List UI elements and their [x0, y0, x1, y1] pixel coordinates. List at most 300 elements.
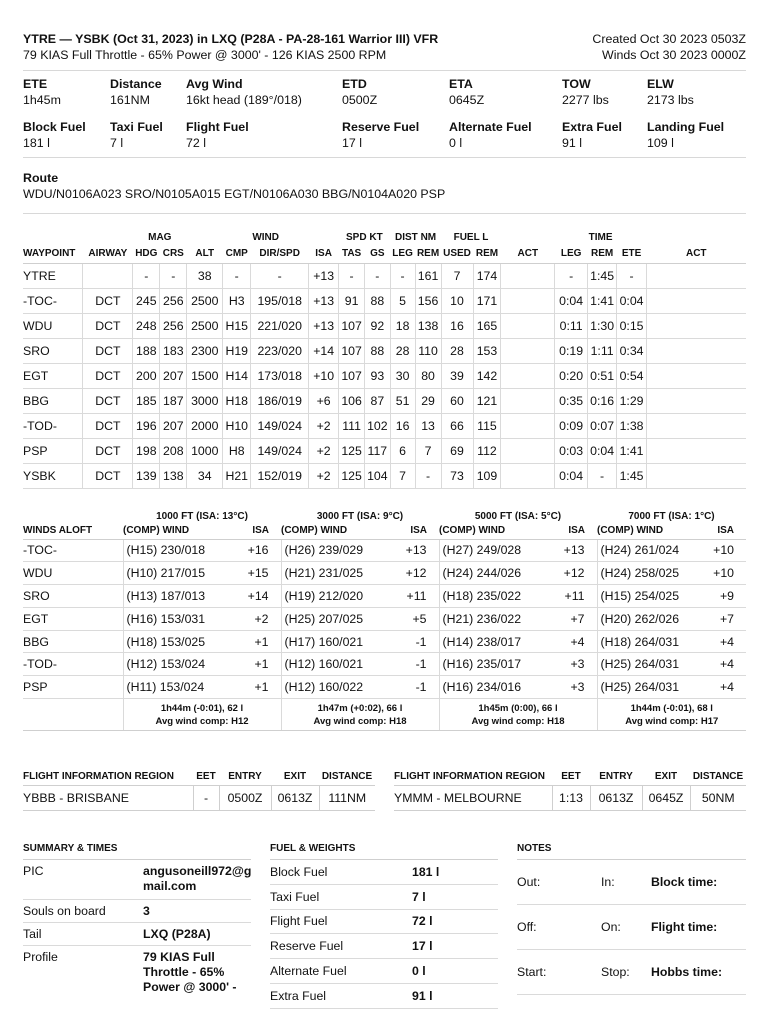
comp-wind-value: (H10) 217/015: [123, 562, 233, 585]
winds-waypoint: -TOC-: [23, 539, 123, 562]
col-cmp: CMP: [223, 244, 251, 263]
cell-airway: DCT: [83, 463, 133, 488]
wind-alt-1000: 1000 FT (ISA: 13°C): [156, 510, 248, 522]
winds-total-time-fuel: 1h45m (0:00), 66 l: [478, 702, 558, 714]
cell-airway: DCT: [83, 388, 133, 413]
cell-leg-time: 0:20: [555, 363, 588, 388]
cell-act-time: [647, 438, 746, 463]
cell-act-time: [647, 463, 746, 488]
cell-cmp: H18: [223, 388, 251, 413]
navlog-row: [23, 313, 746, 338]
cell-rem-dist: 13: [415, 413, 441, 438]
section-title: SUMMARY & TIMES: [23, 843, 251, 860]
cell-leg-time: 0:04: [555, 463, 588, 488]
notes-field-c: Flight time:: [651, 920, 718, 934]
group-wind: WIND: [252, 232, 280, 243]
fir-table-right: [394, 769, 746, 811]
cell-alt: 2300: [187, 338, 223, 363]
comp-wind-value: (H12) 160/021: [281, 653, 391, 676]
cell-leg-dist: -: [390, 263, 415, 288]
cell-isa: +10: [309, 363, 339, 388]
entry-header: ENTRY: [599, 771, 633, 783]
cell-dir-spd: 221/020: [251, 313, 309, 338]
comp-wind-value: (H18) 264/031: [597, 630, 707, 653]
winds-waypoint: WDU: [23, 562, 123, 585]
isa-value: +9: [707, 585, 746, 608]
cell-leg-time: 0:04: [555, 288, 588, 313]
summary-etd: ETD 0500Z: [342, 77, 378, 107]
section-title: NOTES: [517, 843, 746, 860]
cell-act-time: [647, 388, 746, 413]
eet-header: EET: [561, 771, 581, 783]
navlog-table: [23, 231, 746, 489]
notes-field-a: Start:: [517, 965, 547, 979]
summary-key: Profile: [23, 950, 58, 964]
cell-leg-dist: 7: [390, 463, 415, 488]
navlog-row: [23, 413, 746, 438]
isa-value: +16: [233, 539, 281, 562]
winds-row: [23, 585, 746, 608]
cell-rem-fuel: 112: [473, 438, 501, 463]
winds-waypoint: EGT: [23, 607, 123, 630]
cell-used-fuel: 28: [441, 338, 473, 363]
cell-rem-dist: 138: [415, 313, 441, 338]
summary-landing-fuel: Landing Fuel 109 l: [647, 120, 725, 150]
cell-dir-spd: 186/019: [251, 388, 309, 413]
cell-alt: 3000: [187, 388, 223, 413]
cell-airway: DCT: [83, 288, 133, 313]
cell-used-fuel: 10: [441, 288, 473, 313]
cell-crs: -: [160, 263, 187, 288]
fuel-key: Reserve Fuel: [270, 939, 344, 954]
cell-rem-dist: 7: [415, 438, 441, 463]
isa-value: +10: [707, 562, 746, 585]
cell-waypoint: BBG: [23, 388, 83, 413]
col-ete: ETE: [617, 244, 647, 263]
cell-alt: 2500: [187, 288, 223, 313]
winds-total: [439, 699, 597, 731]
notes-field-b: Stop:: [601, 965, 630, 979]
cell-leg-time: -: [555, 263, 588, 288]
notes-row: [517, 905, 746, 950]
notes-row: [517, 860, 746, 905]
fuel-key: Extra Fuel: [270, 988, 327, 1003]
cell-crs: 187: [160, 388, 187, 413]
isa-header: ISA: [391, 522, 439, 539]
isa-value: +4: [707, 653, 746, 676]
summary-row-tail: [23, 923, 251, 946]
cell-gs: 87: [365, 388, 391, 413]
summary-block-fuel: Block Fuel 181 l: [23, 120, 86, 150]
cell-cmp: H8: [223, 438, 251, 463]
summary-tow: TOW 2277 lbs: [562, 77, 609, 107]
comp-wind-value: (H15) 230/018: [123, 539, 233, 562]
fir-exit: 0645Z: [642, 785, 690, 810]
isa-value: +10: [707, 539, 746, 562]
isa-value: +11: [391, 585, 439, 608]
cell-airway: [83, 263, 133, 288]
col-rem-time: REM: [588, 244, 617, 263]
summary-times-section: [23, 843, 251, 1006]
plan-title: YTRE — YSBK (Oct 31, 2023) in LXQ (P28A - PA-28-161 Warrior III) VFR: [23, 32, 439, 46]
cell-dir-spd: 149/024: [251, 438, 309, 463]
winds-total: [281, 699, 439, 731]
cell-tas: 125: [339, 438, 365, 463]
isa-value: +12: [549, 562, 597, 585]
winds-total-time-fuel: 1h44m (-0:01), 68 l: [630, 702, 713, 714]
cell-ete: 0:34: [617, 338, 647, 363]
winds-total-avg-comp: Avg wind comp: H18: [471, 715, 565, 727]
cell-gs: 93: [365, 363, 391, 388]
winds-row: [23, 562, 746, 585]
notes-field-c: Block time:: [651, 875, 718, 889]
cell-tas: 125: [339, 463, 365, 488]
cell-rem-time: 0:04: [588, 438, 617, 463]
cell-act-time: [647, 338, 746, 363]
isa-value: -1: [391, 676, 439, 699]
col-crs: CRS: [160, 244, 187, 263]
isa-value: +3: [549, 676, 597, 699]
divider: [23, 213, 746, 214]
col-hdg: HDG: [133, 244, 160, 263]
cell-used-fuel: 16: [441, 313, 473, 338]
cell-leg-dist: 28: [390, 338, 415, 363]
comp-wind-value: (H11) 153/024: [123, 676, 233, 699]
cell-tas: 107: [339, 313, 365, 338]
navlog-row: [23, 338, 746, 363]
cell-crs: 183: [160, 338, 187, 363]
distance-header: DISTANCE: [692, 771, 744, 783]
cell-crs: 207: [160, 363, 187, 388]
cell-alt: 1500: [187, 363, 223, 388]
fuel-value: 7 l: [412, 889, 426, 904]
cell-hdg: 196: [133, 413, 160, 438]
fir-header: FLIGHT INFORMATION REGION: [23, 771, 174, 783]
isa-value: +3: [549, 653, 597, 676]
isa-value: +15: [233, 562, 281, 585]
fir-distance: 50NM: [690, 785, 746, 810]
summary-key: PIC: [23, 864, 44, 878]
cell-airway: DCT: [83, 438, 133, 463]
divider: [23, 157, 746, 158]
cell-act-fuel: [501, 463, 555, 488]
cell-rem-time: 1:11: [588, 338, 617, 363]
cell-gs: 104: [365, 463, 391, 488]
winds-waypoint: -TOD-: [23, 653, 123, 676]
cell-leg-dist: 18: [390, 313, 415, 338]
fuel-value: 72 l: [412, 914, 433, 929]
cell-used-fuel: 60: [441, 388, 473, 413]
navlog-column-headers: [23, 244, 746, 263]
cell-waypoint: SRO: [23, 338, 83, 363]
summary-avg-wind: Avg Wind 16kt head (189°/018): [186, 77, 302, 107]
cell-gs: 102: [365, 413, 391, 438]
summary-row-pic: [23, 860, 251, 900]
cell-hdg: 139: [133, 463, 160, 488]
cell-rem-time: -: [588, 463, 617, 488]
notes-field-a: Out:: [517, 875, 541, 889]
col-used-fuel: USED: [441, 244, 473, 263]
cell-rem-fuel: 109: [473, 463, 501, 488]
winds-waypoint: PSP: [23, 676, 123, 699]
fuel-key: Flight Fuel: [270, 914, 328, 929]
cell-tas: 107: [339, 363, 365, 388]
cell-rem-fuel: 165: [473, 313, 501, 338]
summary-key: Souls on board: [23, 904, 106, 918]
isa-value: +5: [391, 607, 439, 630]
cell-ete: 0:54: [617, 363, 647, 388]
winds-total: [597, 699, 746, 731]
entry-header: ENTRY: [228, 771, 262, 783]
comp-wind-value: (H27) 249/028: [439, 539, 549, 562]
comp-wind-value: (H25) 207/025: [281, 607, 391, 630]
isa-value: +7: [549, 607, 597, 630]
cell-isa: +13: [309, 313, 339, 338]
cell-rem-time: 0:07: [588, 413, 617, 438]
cell-waypoint: -TOC-: [23, 288, 83, 313]
cell-dir-spd: 173/018: [251, 363, 309, 388]
cell-airway: DCT: [83, 338, 133, 363]
fuel-key: Alternate Fuel: [270, 964, 347, 979]
cell-gs: -: [365, 263, 391, 288]
cell-leg-dist: 16: [390, 413, 415, 438]
comp-wind-value: (H14) 238/017: [439, 630, 549, 653]
route-value: WDU/N0106A023 SRO/N0105A015 EGT/N0106A030 BBG/N0104A020 PSP: [23, 187, 446, 201]
group-mag: MAG: [148, 232, 172, 243]
cell-rem-time: 0:51: [588, 363, 617, 388]
cell-alt: 1000: [187, 438, 223, 463]
summary-value: 3: [143, 904, 150, 918]
fuel-value: 17 l: [412, 939, 433, 954]
cell-act-fuel: [501, 363, 555, 388]
fuel-value: 181 l: [412, 864, 440, 879]
cell-alt: 2000: [187, 413, 223, 438]
cell-used-fuel: 66: [441, 413, 473, 438]
cell-dir-spd: 223/020: [251, 338, 309, 363]
cell-act-fuel: [501, 388, 555, 413]
summary-row-souls: [23, 900, 251, 923]
summary-flight-fuel: Flight Fuel 72 l: [186, 120, 249, 150]
col-act-time: ACT: [647, 244, 746, 263]
fir-table-left: [23, 769, 375, 811]
cell-leg-dist: 30: [390, 363, 415, 388]
navlog-row: [23, 288, 746, 313]
cell-used-fuel: 39: [441, 363, 473, 388]
cell-dir-spd: -: [251, 263, 309, 288]
cell-waypoint: PSP: [23, 438, 83, 463]
cell-ete: 0:15: [617, 313, 647, 338]
comp-wind-header: (COMP) WIND: [439, 522, 549, 539]
cell-rem-dist: 110: [415, 338, 441, 363]
fuel-row: [270, 910, 498, 935]
fir-header: FLIGHT INFORMATION REGION: [394, 771, 545, 783]
cell-airway: DCT: [83, 413, 133, 438]
notes-field-a: Off:: [517, 920, 537, 934]
cell-rem-time: 1:30: [588, 313, 617, 338]
summary-alternate-fuel: Alternate Fuel 0 l: [449, 120, 532, 150]
comp-wind-value: (H19) 212/020: [281, 585, 391, 608]
comp-wind-value: (H24) 261/024: [597, 539, 707, 562]
wind-alt-7000: 7000 FT (ISA: 1°C): [628, 510, 715, 522]
col-dir-spd: DIR/SPD: [251, 244, 309, 263]
cell-ete: 0:04: [617, 288, 647, 313]
group-dist: DIST NM: [395, 232, 437, 243]
comp-wind-value: (H18) 153/025: [123, 630, 233, 653]
cell-ete: -: [617, 263, 647, 288]
cell-dir-spd: 195/018: [251, 288, 309, 313]
notes-field-b: In:: [601, 875, 615, 889]
winds-total-avg-comp: Avg wind comp: H17: [625, 715, 719, 727]
cell-hdg: -: [133, 263, 160, 288]
navlog-row: [23, 363, 746, 388]
cell-rem-fuel: 142: [473, 363, 501, 388]
fir-row: [23, 785, 375, 810]
eet-header: EET: [196, 771, 216, 783]
group-fuel: FUEL L: [453, 232, 489, 243]
fir-entry: 0613Z: [590, 785, 642, 810]
navlog-row: [23, 263, 746, 288]
cell-act-time: [647, 313, 746, 338]
cell-rem-dist: 161: [415, 263, 441, 288]
cell-ete: 1:38: [617, 413, 647, 438]
isa-value: +4: [707, 630, 746, 653]
winds-total-time-fuel: 1h44m (-0:01), 62 l: [160, 702, 244, 714]
winds-waypoint: BBG: [23, 630, 123, 653]
comp-wind-value: (H18) 235/022: [439, 585, 549, 608]
wind-alt-5000: 5000 FT (ISA: 5°C): [474, 510, 562, 522]
cell-leg-time: 0:19: [555, 338, 588, 363]
cell-rem-fuel: 174: [473, 263, 501, 288]
isa-header: ISA: [707, 522, 746, 539]
cell-isa: +2: [309, 438, 339, 463]
cell-leg-time: 0:09: [555, 413, 588, 438]
comp-wind-value: (H21) 231/025: [281, 562, 391, 585]
cell-cmp: H19: [223, 338, 251, 363]
cell-cmp: H21: [223, 463, 251, 488]
cell-gs: 117: [365, 438, 391, 463]
fir-distance: 111NM: [319, 785, 375, 810]
cell-dir-spd: 152/019: [251, 463, 309, 488]
winds-total-avg-comp: Avg wind comp: H18: [313, 715, 407, 727]
isa-value: +4: [707, 676, 746, 699]
cell-cmp: H10: [223, 413, 251, 438]
winds-date: Winds Oct 30 2023 0000Z: [602, 48, 746, 62]
fuel-weights-section: [270, 843, 498, 1009]
cell-used-fuel: 73: [441, 463, 473, 488]
cell-waypoint: WDU: [23, 313, 83, 338]
fir-eet: 1:13: [552, 785, 590, 810]
summary-reserve-fuel: Reserve Fuel 17 l: [342, 120, 420, 150]
summary-distance: Distance 161NM: [110, 77, 162, 107]
isa-value: +12: [391, 562, 439, 585]
divider: [23, 70, 746, 71]
exit-header: EXIT: [654, 771, 678, 783]
cell-crs: 207: [160, 413, 187, 438]
isa-value: +1: [233, 676, 281, 699]
cell-leg-dist: 5: [390, 288, 415, 313]
cell-act-time: [647, 363, 746, 388]
notes-field-c: Hobbs time:: [651, 965, 723, 979]
cell-used-fuel: 7: [441, 263, 473, 288]
navlog-row: [23, 463, 746, 488]
isa-value: +2: [233, 607, 281, 630]
notes-row: [517, 950, 746, 995]
cell-crs: 256: [160, 288, 187, 313]
cell-leg-dist: 6: [390, 438, 415, 463]
cell-ete: 1:29: [617, 388, 647, 413]
comp-wind-value: (H25) 264/031: [597, 653, 707, 676]
cell-rem-fuel: 153: [473, 338, 501, 363]
fuel-row: [270, 934, 498, 959]
summary-value: LXQ (P28A): [143, 927, 211, 941]
isa-value: -1: [391, 630, 439, 653]
comp-wind-header: (COMP) WIND: [123, 522, 233, 539]
comp-wind-value: (H21) 236/022: [439, 607, 549, 630]
comp-wind-value: (H25) 264/031: [597, 676, 707, 699]
cell-cmp: H14: [223, 363, 251, 388]
cell-hdg: 198: [133, 438, 160, 463]
isa-value: +13: [549, 539, 597, 562]
cell-waypoint: -TOD-: [23, 413, 83, 438]
cell-isa: +6: [309, 388, 339, 413]
cell-act-time: [647, 413, 746, 438]
fir-entry: 0500Z: [219, 785, 271, 810]
cell-tas: -: [339, 263, 365, 288]
cell-act-time: [647, 263, 746, 288]
cell-act-fuel: [501, 338, 555, 363]
cell-alt: 38: [187, 263, 223, 288]
cell-act-time: [647, 288, 746, 313]
col-rem-dist: REM: [415, 244, 441, 263]
fuel-key: Taxi Fuel: [270, 889, 320, 904]
cell-rem-fuel: 121: [473, 388, 501, 413]
cell-rem-time: 0:16: [588, 388, 617, 413]
col-waypoint: WAYPOINT: [23, 244, 83, 263]
comp-wind-value: (H24) 258/025: [597, 562, 707, 585]
cell-leg-time: 0:11: [555, 313, 588, 338]
cell-tas: 107: [339, 338, 365, 363]
comp-wind-value: (H20) 262/026: [597, 607, 707, 630]
route-label: Route: [23, 171, 59, 185]
cell-isa: +2: [309, 463, 339, 488]
cell-isa: +13: [309, 288, 339, 313]
cell-tas: 91: [339, 288, 365, 313]
winds-aloft-table: [23, 510, 746, 731]
col-alt: ALT: [187, 244, 223, 263]
cell-act-fuel: [501, 263, 555, 288]
cell-isa: +13: [309, 263, 339, 288]
isa-value: +4: [549, 630, 597, 653]
navlog-row: [23, 388, 746, 413]
cell-airway: DCT: [83, 363, 133, 388]
distance-header: DISTANCE: [321, 771, 373, 783]
isa-value: +1: [233, 630, 281, 653]
winds-totals-row: [23, 699, 746, 731]
cell-rem-time: 1:41: [588, 288, 617, 313]
fuel-row: [270, 860, 498, 885]
cell-ete: 1:41: [617, 438, 647, 463]
fir-row: [394, 785, 746, 810]
cell-dir-spd: 149/024: [251, 413, 309, 438]
notes-section: [517, 843, 746, 995]
notes-field-b: On:: [601, 920, 621, 934]
cell-hdg: 200: [133, 363, 160, 388]
col-rem-fuel: REM: [473, 244, 501, 263]
fuel-row: [270, 885, 498, 910]
navlog-row: [23, 438, 746, 463]
fuel-row: [270, 959, 498, 984]
summary-key: Tail: [23, 927, 42, 941]
